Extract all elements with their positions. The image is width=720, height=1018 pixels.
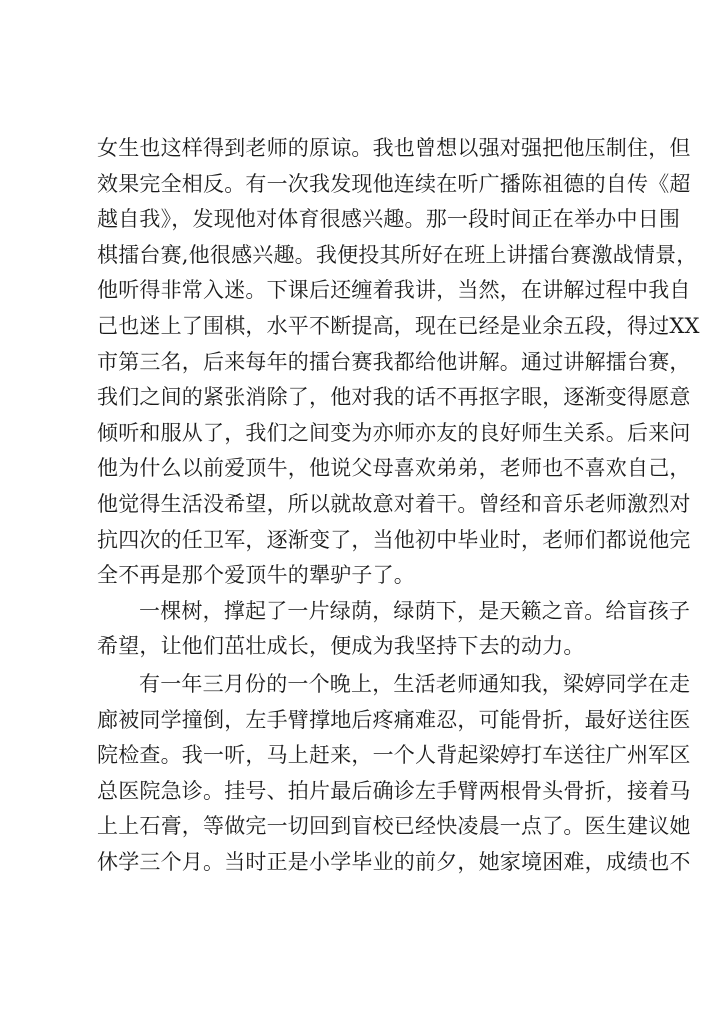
text-line: 己也迷上了围棋，水平不断提高，现在已经是业余五段，得过XX (97, 313, 700, 338)
text-line: 效果完全相反。有一次我发现他连续在听广播陈祖德的自传《超 (97, 171, 691, 196)
text-line: 抗四次的任卫军，逐渐变了，当他初中毕业时，老师们都说他完 (97, 527, 691, 552)
text-line: 棋擂台赛,他很感兴趣。我便投其所好在班上讲擂台赛激战情景， (97, 242, 698, 267)
text-line: 有一年三月份的一个晚上，生活老师通知我，梁婷同学在走 (139, 671, 691, 696)
paragraph-1 (97, 131, 700, 594)
text-line: 全不再是那个爱顶牛的犟驴子了。 (97, 563, 415, 588)
text-line: 女生也这样得到老师的原谅。我也曾想以强对强把他压制住，但 (97, 136, 691, 160)
document-body (97, 131, 700, 880)
paragraph-2 (97, 594, 691, 665)
text-line: 他听得非常入迷。下课后还缠着我讲，当然，在讲解过程中我自 (97, 278, 691, 303)
text-line: 倾听和服从了，我们之间变为亦师亦友的良好师生关系。后来问 (97, 420, 691, 445)
text-line: 一棵树，撑起了一片绿荫，绿荫下，是天籁之音。给盲孩子 (139, 598, 691, 623)
text-line: 院检查。我一听，马上赶来，一个人背起梁婷打车送往广州军区 (97, 743, 691, 768)
text-line: 他为什么以前爱顶牛，他说父母喜欢弟弟，老师也不喜欢自己， (97, 456, 691, 481)
text-line: 他觉得生活没希望，所以就故意对着干。曾经和音乐老师激烈对 (97, 491, 691, 516)
text-line: 休学三个月。当时正是小学毕业的前夕，她家境困难，成绩也不 (97, 849, 691, 874)
text-line: 上上石膏，等做完一切回到盲校已经快凌晨一点了。医生建议她 (97, 814, 691, 839)
text-line: 越自我》，发现他对体育很感兴趣。那一段时间正在举办中日围 (97, 207, 681, 232)
text-line: 我们之间的紧张消除了，他对我的话不再抠字眼，逐渐变得愿意 (97, 385, 691, 410)
paragraph-3 (97, 667, 691, 881)
text-line: 市第三名，后来每年的擂台赛我都给他讲解。通过讲解擂台赛， (97, 349, 691, 374)
text-line: 希望，让他们茁壮成长，便成为我坚持下去的动力。 (97, 634, 585, 659)
text-line: 总医院急诊。挂号、拍片最后确诊左手臂两根骨头骨折，接着马 (97, 778, 691, 803)
text-line: 廊被同学撞倒，左手臂撑地后疼痛难忍，可能骨折，最好送往医 (97, 707, 691, 732)
